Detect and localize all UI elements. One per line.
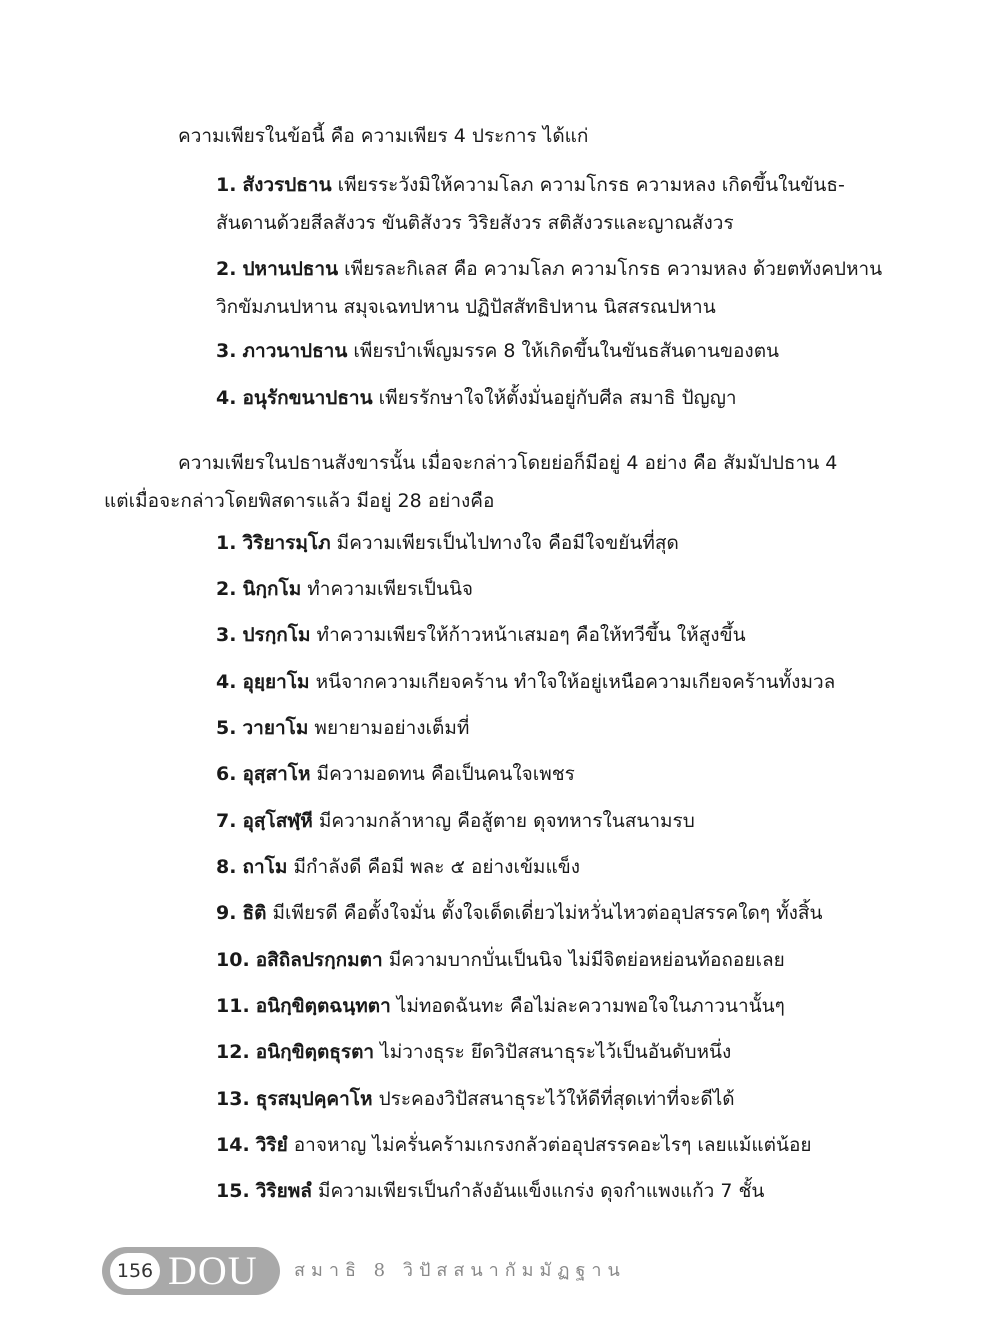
item-description: มีความอดทน คือเป็นคนใจเพชร <box>310 763 575 785</box>
item-description: เพียรระวังมิให้ความโลภ ความโกรธ ความหลง เกิดขึ้นในขันธ-สันดานด้วยสีลสังวร ขันติสังวร วิริยสังวร สติสังวรและญาณสังวร <box>216 174 845 234</box>
item-description: อาจหาญ ไม่ครั่นคร้ามเกรงกลัวต่ออุปสรรคอะไรๆ เลยแม้แต่น้อย <box>287 1134 812 1156</box>
item-description: หนีจากความเกียจคร้าน ทำใจให้อยู่เหนือความเกียจคร้านทั้งมวล <box>309 671 836 693</box>
item-description: เพียรละกิเลส คือ ความโลภ ความโกรธ ความหลง ด้วยตทังคปหาน วิกขัมภนปหาน สมุจเฉทปหาน ปฏิปัสสัทธิปหาน นิสสรณปหาน <box>216 258 883 318</box>
item-term: อนิกฺขิตฺตฉนฺทตา <box>255 995 391 1017</box>
item-number: 4. <box>216 671 237 693</box>
item-number: 2. <box>216 578 237 600</box>
item-number: 7. <box>216 810 237 832</box>
list-item <box>216 332 896 370</box>
item-number: 5. <box>216 717 237 739</box>
item-description: ไม่ทอดฉันทะ คือไม่ละความพอใจในภาวนานั้นๆ <box>390 995 785 1017</box>
list-item <box>216 1033 896 1071</box>
item-term: ปหานปธาน <box>242 258 339 280</box>
list-item <box>216 379 896 417</box>
item-term: ธุรสมฺปคฺคาโห <box>255 1088 373 1110</box>
item-term: อสิถิลปรกฺกมตา <box>255 949 383 971</box>
item-number: 3. <box>216 624 237 646</box>
list-item <box>216 894 896 932</box>
item-number: 6. <box>216 763 237 785</box>
page-number: 156 <box>110 1253 160 1289</box>
item-number: 14. <box>216 1134 250 1156</box>
item-term: อนิกฺขิตฺตธุรตา <box>255 1041 375 1063</box>
item-number: 8. <box>216 856 237 878</box>
item-term: วิริยพลํ <box>255 1180 312 1202</box>
item-term: อนุรักขนาปธาน <box>242 387 373 409</box>
list-item <box>216 709 896 747</box>
item-term: ถาโม <box>242 856 288 878</box>
item-description: มีเพียรดี คือตั้งใจมั่น ตั้งใจเด็ดเดี่ยวไม่หวั่นไหวต่ออุปสรรคใดๆ ทั้งสิ้น <box>266 902 823 924</box>
book-title: สมาธิ 8 วิปัสสนากัมมัฏฐาน <box>294 1260 626 1281</box>
list-item <box>216 941 896 979</box>
item-number: 10. <box>216 949 250 971</box>
item-term: อุยฺยาโม <box>242 671 310 693</box>
summary-line-1: ความเพียรในปธานสังขารนั้น เมื่อจะกล่าวโดยย่อก็มีอยู่ 4 อย่าง คือ สัมมัปปธาน 4 <box>178 452 838 474</box>
item-term: วิริยารมฺโภ <box>242 532 331 554</box>
item-term: ปรกฺกโม <box>242 624 311 646</box>
item-description: พยายามอย่างเต็มที่ <box>308 717 470 739</box>
item-number: 1. <box>216 532 237 554</box>
item-number: 11. <box>216 995 250 1017</box>
item-number: 13. <box>216 1088 250 1110</box>
footer-badge <box>102 1247 280 1295</box>
list-item <box>216 570 896 608</box>
item-number: 1. <box>216 174 237 196</box>
list-item <box>216 1080 896 1118</box>
item-number: 2. <box>216 258 237 280</box>
item-number: 9. <box>216 902 237 924</box>
item-term: วายาโม <box>242 717 309 739</box>
item-number: 15. <box>216 1180 250 1202</box>
item-term: วิริยํ <box>255 1134 288 1156</box>
item-number: 4. <box>216 387 237 409</box>
list-item <box>216 802 896 840</box>
item-description: มีกำลังดี คือมี พละ ๕ อย่างเข้มแข็ง <box>287 856 580 878</box>
list-item <box>216 524 896 562</box>
list-item <box>216 250 896 326</box>
item-term: ธิติ <box>242 902 267 924</box>
item-description: เพียรรักษาใจให้ตั้งมั่นอยู่กับศีล สมาธิ ปัญญา <box>372 387 737 409</box>
item-description: มีความกล้าหาญ คือสู้ตาย ดุจทหารในสนามรบ <box>312 810 695 832</box>
list-item <box>216 663 896 701</box>
item-description: ทำความเพียรเป็นนิจ <box>301 578 474 600</box>
list-item <box>216 616 896 654</box>
list-item <box>216 1172 896 1210</box>
item-number: 12. <box>216 1041 250 1063</box>
list-item <box>216 1126 896 1164</box>
item-description: ประคองวิปัสสนาธุระไว้ให้ดีที่สุดเท่าที่จะดีได้ <box>372 1088 735 1110</box>
brand-logo: DOU <box>168 1248 258 1293</box>
list-item <box>216 755 896 793</box>
item-description: เพียรบำเพ็ญมรรค 8 ให้เกิดขึ้นในขันธสันดานของตน <box>347 340 780 362</box>
item-description: ทำความเพียรให้ก้าวหน้าเสมอๆ คือให้ทวีขึ้น ให้สูงขึ้น <box>310 624 746 646</box>
item-term: อุสฺสาโห <box>242 763 311 785</box>
item-term: ภาวนาปธาน <box>242 340 348 362</box>
item-number: 3. <box>216 340 237 362</box>
item-description: ไม่วางธุระ ยึดวิปัสสนาธุระไว้เป็นอันดับหนึ่ง <box>374 1041 732 1063</box>
item-description: มีความเพียรเป็นกำลังอันแข็งแกร่ง ดุจกำแพงแก้ว 7 ชั้น <box>311 1180 765 1202</box>
list-item <box>216 848 896 886</box>
item-term: นิกฺกโม <box>242 578 302 600</box>
item-term: สังวรปธาน <box>242 174 332 196</box>
item-description: มีความเพียรเป็นไปทางใจ คือมีใจขยันที่สุด <box>330 532 679 554</box>
intro-paragraph: ความเพียรในข้อนี้ คือ ความเพียร 4 ประการ ได้แก่ <box>178 125 589 147</box>
item-term: อุสฺโสฬฺหี <box>242 810 313 832</box>
summary-paragraph <box>104 444 894 520</box>
list-item <box>216 166 896 242</box>
list-item <box>216 987 896 1025</box>
summary-line-2: แต่เมื่อจะกล่าวโดยพิสดารแล้ว มีอยู่ 28 อย่างคือ <box>104 490 495 512</box>
item-description: มีความบากบั่นเป็นนิจ ไม่มีจิตย่อหย่อนท้อถอยเลย <box>382 949 785 971</box>
